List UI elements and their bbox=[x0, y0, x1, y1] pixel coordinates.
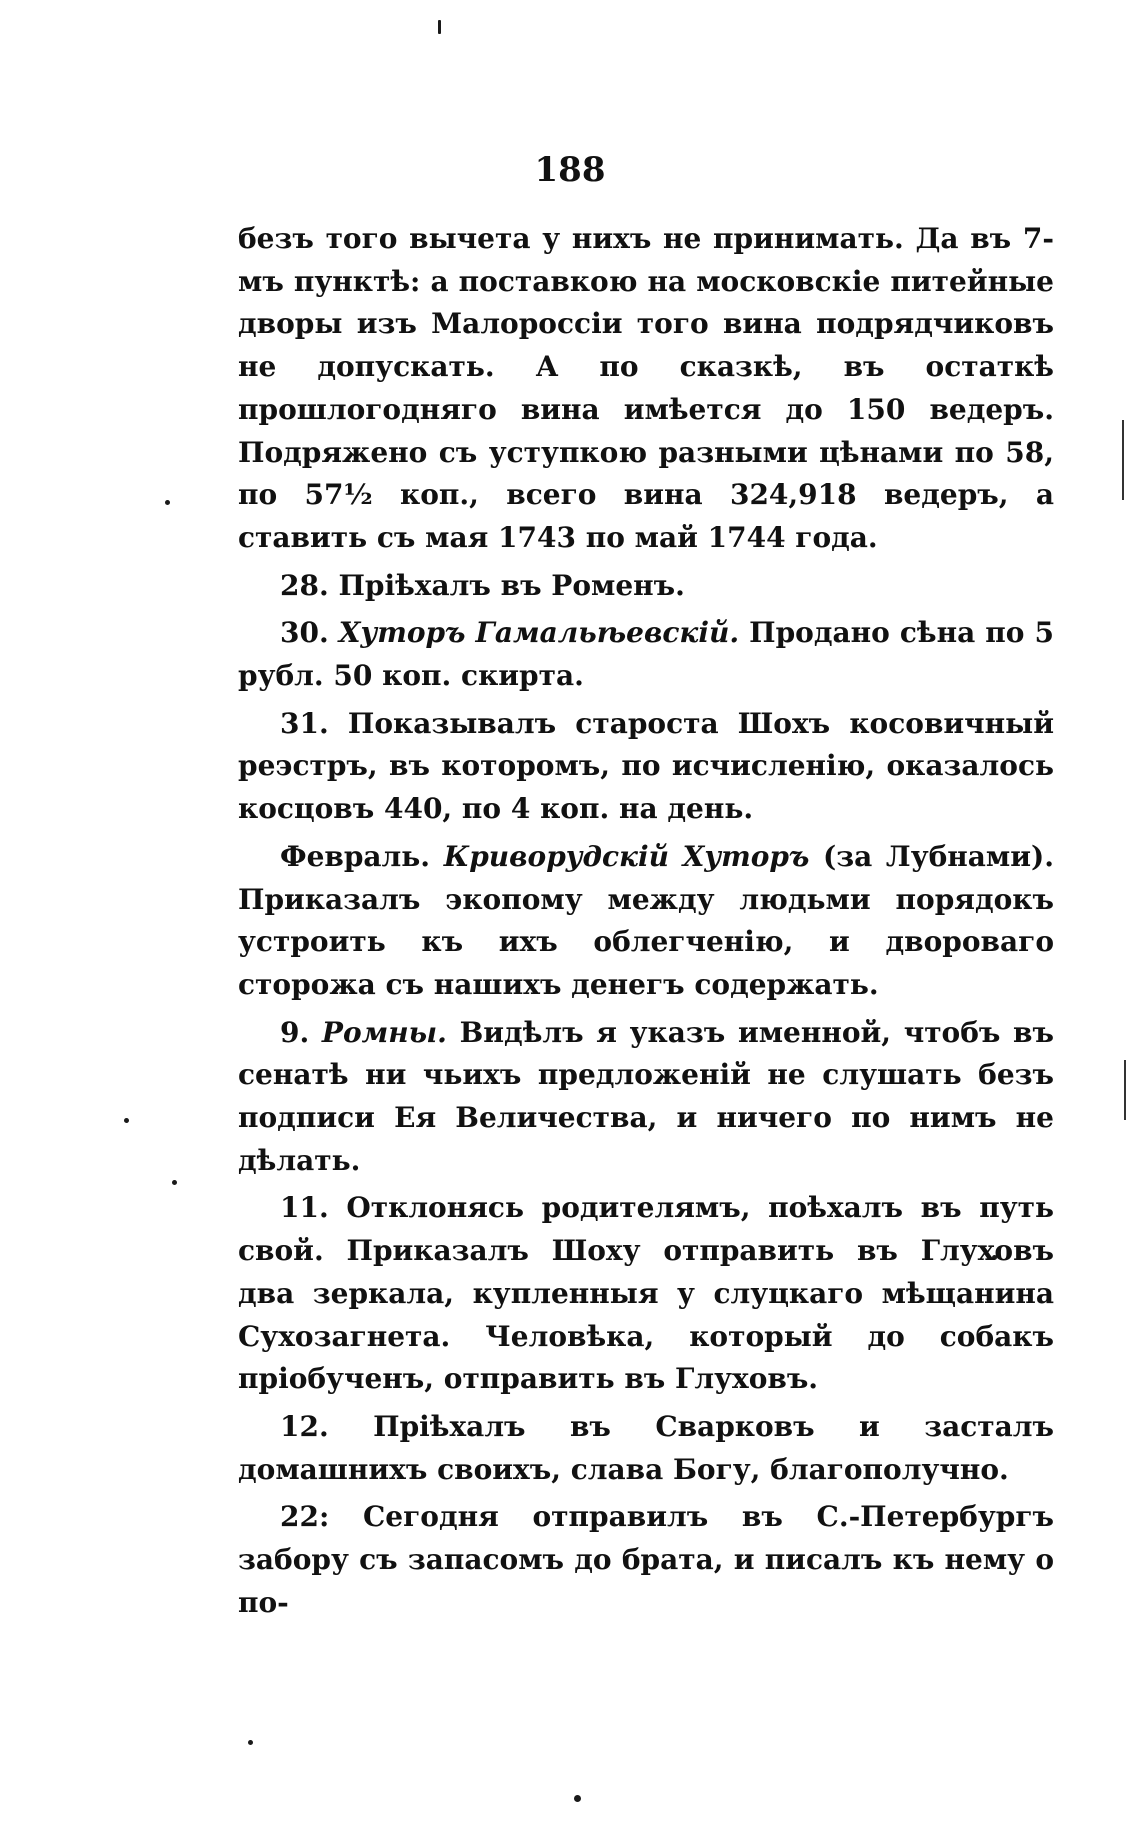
scan-speck bbox=[165, 500, 170, 505]
entry-number: 30. bbox=[280, 616, 339, 650]
paragraph bbox=[238, 218, 1054, 560]
page-edge-mark bbox=[1124, 1060, 1126, 1120]
paragraph bbox=[238, 1496, 1054, 1624]
paragraph bbox=[238, 1187, 1054, 1401]
scan-speck bbox=[172, 1180, 177, 1185]
paragraph-text: Видѣлъ я указъ именной, чтобъ въ сенатѣ ни чьихъ предложеній не слушать безъ подписи Ея Величества, и ничего по нимъ не дѣлать. bbox=[238, 1015, 1054, 1177]
paragraph bbox=[238, 703, 1054, 831]
paragraph bbox=[238, 1012, 1054, 1183]
place-name: Ромны. bbox=[321, 1015, 447, 1049]
scan-speck bbox=[124, 1118, 129, 1123]
scan-speck bbox=[574, 1795, 581, 1802]
paragraph-text: (за Лубнами). Приказалъ экопому между людьми порядокъ устроить къ ихъ облегченію, и двороваго сторожа съ нашихъ денегъ содержать. bbox=[238, 839, 1055, 1001]
paragraph bbox=[238, 565, 1054, 608]
scan-speck bbox=[438, 20, 441, 34]
place-name: Криворудскій Хуторъ bbox=[443, 839, 810, 873]
scan-speck bbox=[248, 1740, 253, 1745]
paragraph bbox=[238, 612, 1054, 697]
paragraph-text: 12. Пріѣхалъ въ Сварковъ и засталъ домашнихъ своихъ, слава Богу, благополучно. bbox=[238, 1409, 1054, 1486]
paragraph-text: безъ того вычета у нихъ не принимать. Да въ 7-мъ пунктѣ: а поставкою на московскіе питейные дворы изъ Малороссіи того вина подрядчиковъ не допускать. А по сказкѣ, въ остаткѣ прошлогодняго вина имѣется до 150 ведеръ. Подряжено съ уступкою разными цѣнами по 58, по 57½ коп., всего вина 324,918 ведеръ, а ставить съ мая 1743 по май 1744 года. bbox=[238, 222, 1054, 554]
paragraph-text: 31. Показывалъ староста Шохъ косовичный реэстръ, въ которомъ, по исчисленію, оказалось косцовъ 440, по 4 коп. на день. bbox=[238, 706, 1054, 826]
body-text bbox=[238, 218, 1054, 1630]
place-name: Хуторъ Гамальѣевскій. bbox=[338, 616, 740, 650]
paragraph-text: 22: Сегодня отправилъ въ С.-Петербургъ забору съ запасомъ до брата, и писалъ къ нему о по- bbox=[238, 1500, 1054, 1619]
month-label: Февраль. bbox=[280, 839, 444, 873]
paragraph-text: 28. Пріѣхалъ въ Роменъ. bbox=[280, 568, 685, 602]
page-edge-mark bbox=[1122, 420, 1124, 500]
paragraph bbox=[238, 836, 1054, 1007]
entry-number: 9. bbox=[280, 1015, 322, 1049]
paragraph-text: 11. Отклонясь родителямъ, поѣхалъ въ путь свой. Приказалъ Шоху отправить въ Глуховъ два зеркала, купленныя у слуцкаго мѣщанина Сухозагнета. Человѣка, который до собакъ пріобученъ, отправить въ Глуховъ. bbox=[238, 1191, 1054, 1396]
paragraph bbox=[238, 1406, 1054, 1491]
page-number: 188 bbox=[534, 150, 606, 190]
paragraph-text: Продано сѣна по 5 рубл. 50 коп. скирта. bbox=[238, 616, 1055, 693]
